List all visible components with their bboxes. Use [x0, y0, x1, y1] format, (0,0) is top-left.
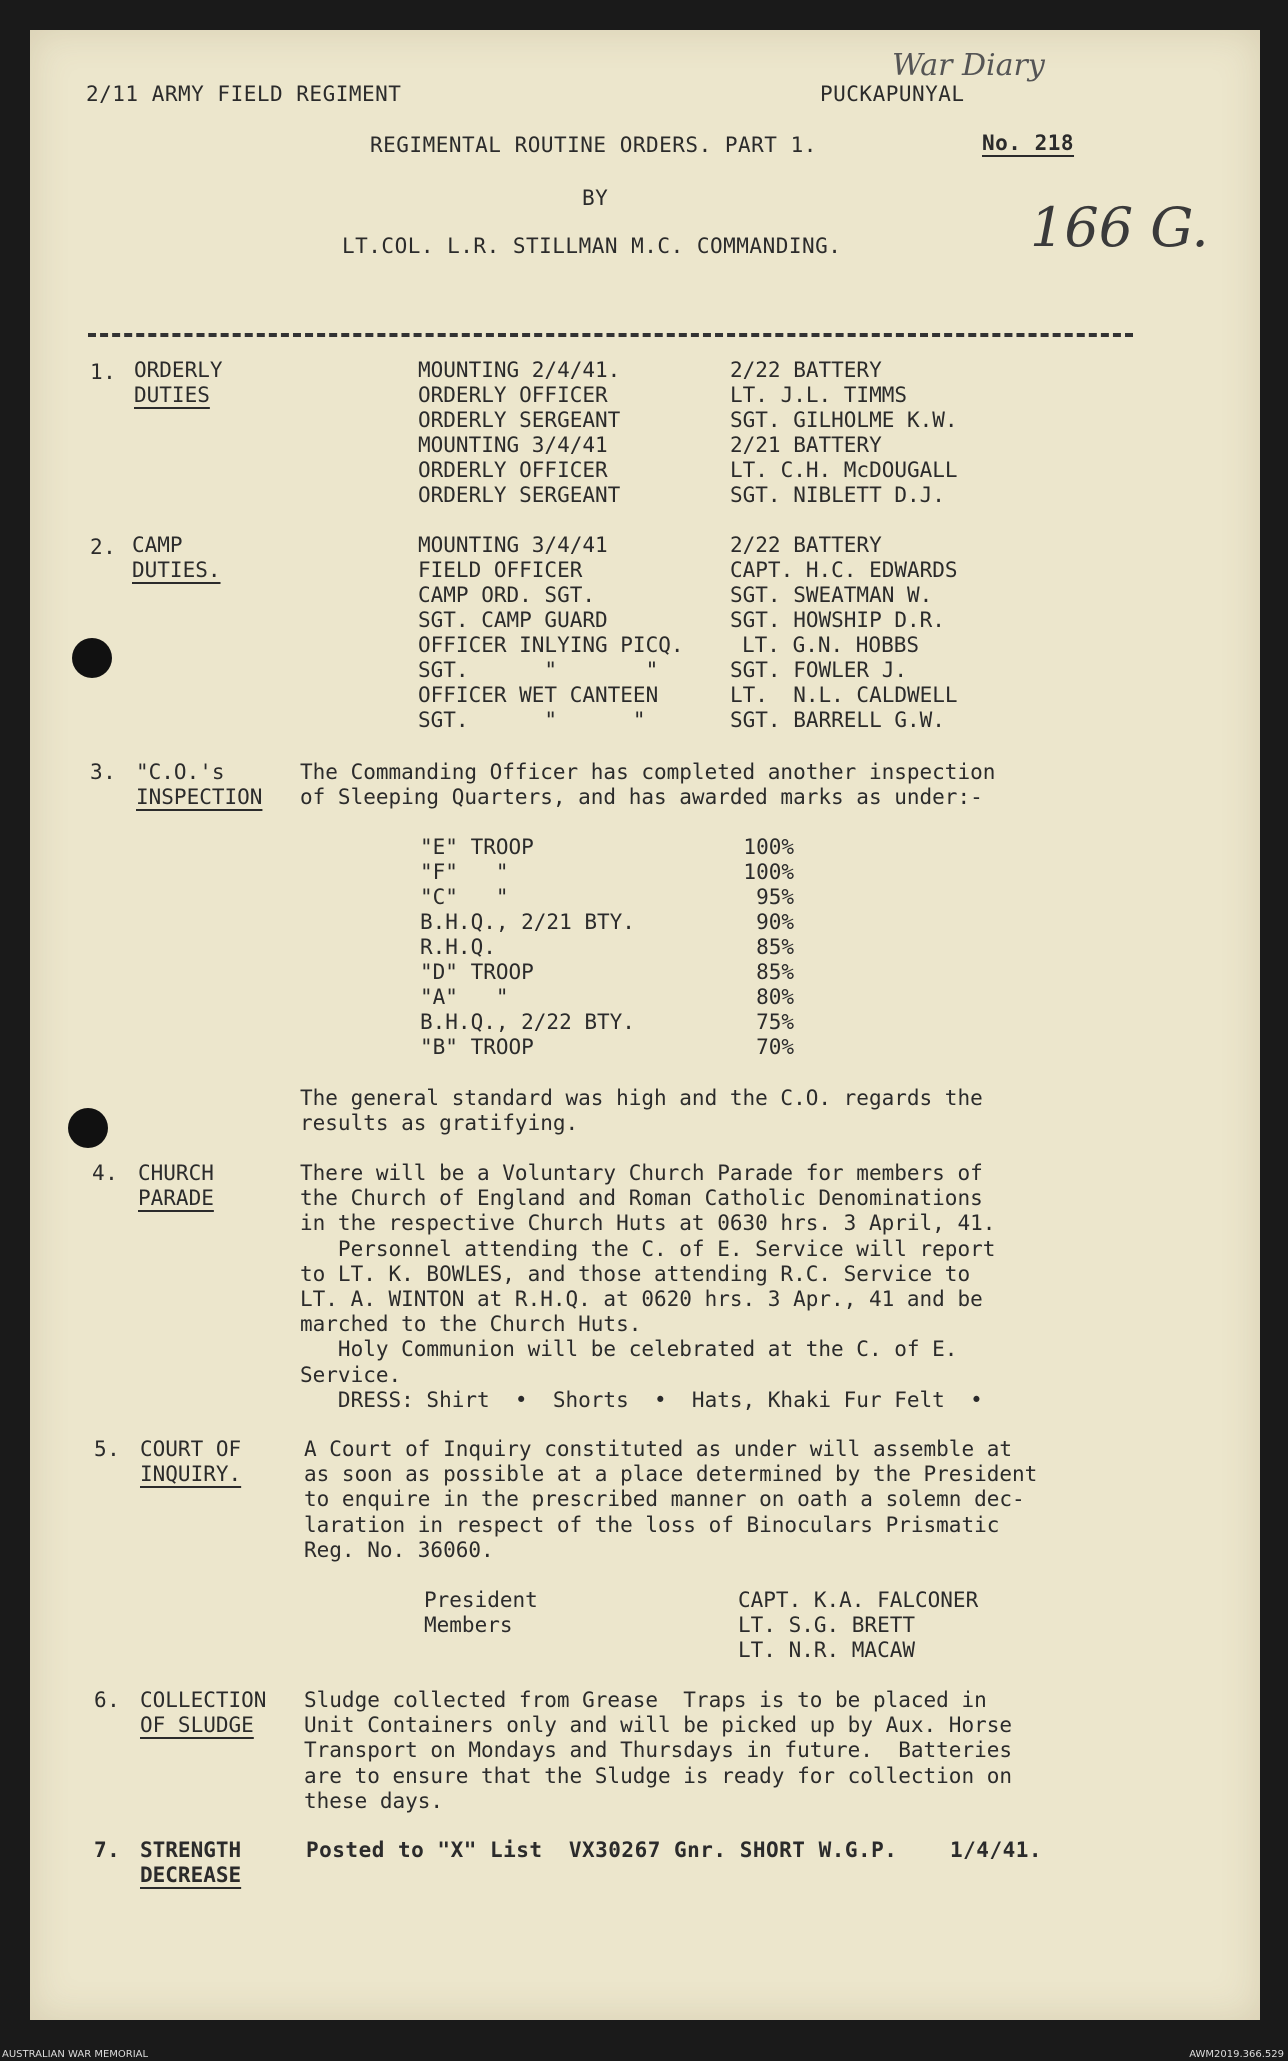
duty-assignees: 2/22 BATTERY CAPT. H.C. EDWARDS SGT. SWEATMAN W. SGT. HOWSHIP D.R. LT. G.N. HOBBS SGT. FOWLER J. LT. N.L. CALDWELL SGT. BARRELL G.W.: [730, 533, 958, 732]
section-number: 3.: [90, 760, 117, 784]
header-divider: [88, 333, 1133, 337]
section-number: 4.: [92, 1161, 119, 1185]
handwritten-folio: 166 G.: [1030, 196, 1209, 259]
punch-hole: [68, 1108, 108, 1148]
court-members: CAPT. K.A. FALCONER LT. S.G. BRETT LT. N.R. MACAW: [738, 1588, 979, 1662]
footer-source: AUSTRALIAN WAR MEMORIAL: [2, 2049, 149, 2060]
commander-line: LT.COL. L.R. STILLMAN M.C. COMMANDING.: [342, 234, 842, 258]
order-number: No. 218: [982, 131, 1075, 155]
section-heading: COURT OF INQUIRY.: [140, 1437, 242, 1486]
church-paragraph: There will be a Voluntary Church Parade for members of the Church of England and Roman Catholic Denominations in the respective Church Huts at 0630 hrs. 3 April, 41. Personnel attending the C. of E. Service will report to LT. K. BOWLES, and those attending R.C. Service to LT. A. WINTON at R.H.Q. at 0620 hrs. 3 Apr., 41 and be marched to the Church Huts. Holy Communion will be celebrated at the C. of E. Service. DRESS: Shirt • Shorts • Hats, Khaki Fur Felt •: [300, 1161, 996, 1412]
sludge-paragraph: Sludge collected from Grease Traps is to be placed in Unit Containers only and will be picked up by Aux. Horse Transport on Mondays and Thursdays in future. Batteries are to ensure that the Sludge is ready for collection on these days.: [304, 1688, 1013, 1813]
strength-entry: Posted to "X" List VX30267 Gnr. SHORT W.G.P. 1/4/41.: [306, 1838, 1043, 1862]
section-number: 2.: [90, 535, 117, 559]
duty-assignees: 2/22 BATTERY LT. J.L. TIMMS SGT. GILHOLME K.W. 2/21 BATTERY LT. C.H. McDOUGALL SGT. NIBLETT D.J.: [730, 358, 958, 507]
handwritten-note: War Diary: [892, 48, 1045, 83]
unit-name: 2/11 ARMY FIELD REGIMENT: [86, 82, 402, 106]
inspection-closing: The general standard was high and the C.O. regards the results as gratifying.: [300, 1086, 983, 1136]
section-heading: CAMP DUTIES.: [132, 533, 221, 582]
by-line: BY: [582, 186, 609, 210]
section-number: 7.: [94, 1838, 121, 1862]
section-heading: "C.O.'s INSPECTION: [136, 760, 263, 809]
duty-labels: MOUNTING 3/4/41 FIELD OFFICER CAMP ORD. SGT. SGT. CAMP GUARD OFFICER INLYING PICQ. SGT. " " OFFICER WET CANTEEN SGT. " ": [418, 533, 684, 732]
footer-accession: AWM2019.366.529: [1189, 2049, 1284, 2060]
court-roles: President Members: [424, 1588, 538, 1637]
inspection-units: "E" TROOP "F" " "C" " B.H.Q., 2/21 BTY. R.H.Q. "D" TROOP "A" " B.H.Q., 2/22 BTY. "B" TROOP: [420, 835, 635, 1059]
section-number: 1.: [90, 360, 117, 384]
inspection-marks: 100% 100% 95% 90% 85% 85% 80% 75% 70%: [743, 835, 794, 1059]
section-heading: ORDERLY DUTIES: [134, 358, 223, 407]
location: PUCKAPUNYAL: [820, 82, 965, 106]
section-heading: CHURCH PARADE: [138, 1161, 214, 1210]
punch-hole: [72, 638, 112, 678]
document-title: REGIMENTAL ROUTINE ORDERS. PART 1.: [370, 133, 817, 157]
section-number: 5.: [94, 1437, 121, 1461]
inspection-intro: The Commanding Officer has completed another inspection of Sleeping Quarters, and has awarded marks as under:-: [300, 760, 996, 810]
court-paragraph: A Court of Inquiry constituted as under will assemble at as soon as possible at a place determined by the President to enquire in the prescribed manner on oath a solemn dec- laration in respect of the loss of Binoculars Prismatic Reg. No. 36060.: [304, 1437, 1038, 1562]
duty-labels: MOUNTING 2/4/41. ORDERLY OFFICER ORDERLY SERGEANT MOUNTING 3/4/41 ORDERLY OFFICER ORDERLY SERGEANT: [418, 358, 621, 507]
section-heading: STRENGTH DECREASE: [140, 1838, 242, 1887]
section-heading: COLLECTION OF SLUDGE: [140, 1688, 267, 1737]
section-number: 6.: [94, 1688, 121, 1712]
